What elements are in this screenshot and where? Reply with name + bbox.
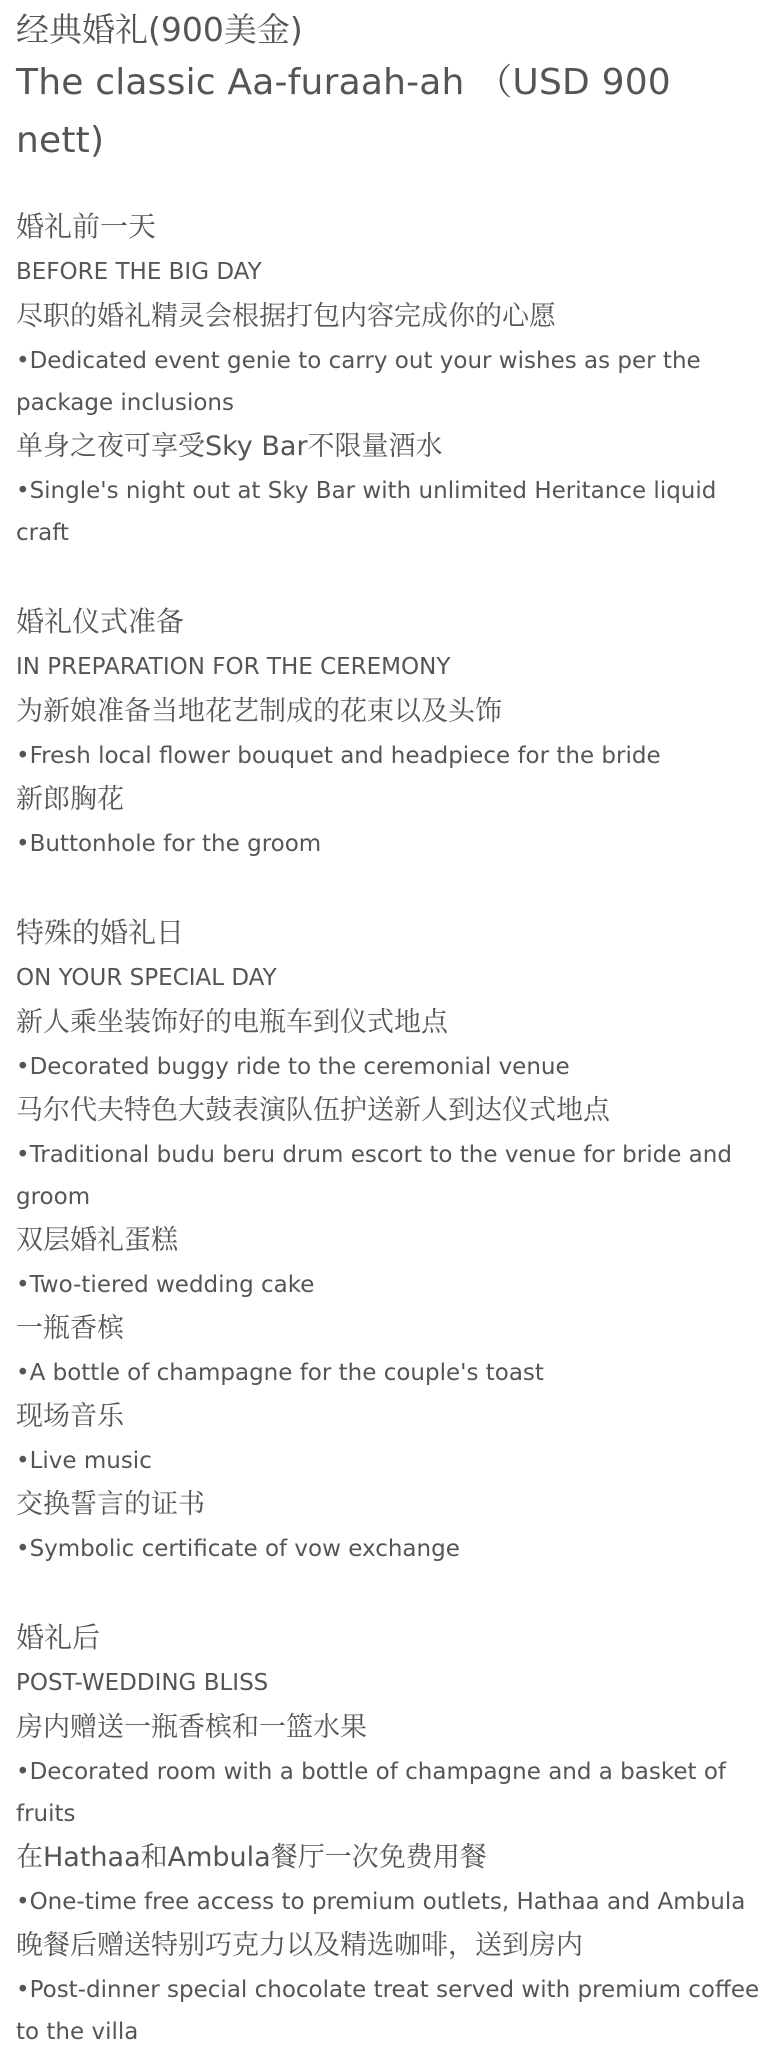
section-heading-en: ON YOUR SPECIAL DAY [16, 965, 277, 991]
item-en: •Post-dinner special chocolate treat served with premium coffee to the villa [16, 1977, 760, 2045]
item-cn: 尽职的婚礼精灵会根据打包内容完成你的心愿 [16, 301, 556, 332]
item-en: •Decorated buggy ride to the ceremonial venue [16, 1054, 570, 1080]
item-cn: 晚餐后赠送特别巧克力以及精选咖啡，送到房内 [16, 1930, 583, 1961]
item-en: •A bottle of champagne for the couple's toast [16, 1360, 544, 1386]
section-heading-en: IN PREPARATION FOR THE CEREMONY [16, 654, 451, 680]
item-cn: 在Hathaa和Ambula餐厅一次免费用餐 [16, 1842, 487, 1873]
item-en: •One-time free access to premium outlets, Hathaa and Ambula [16, 1889, 746, 1915]
item-cn: 为新娘准备当地花艺制成的花束以及头饰 [16, 696, 502, 727]
section-post-wedding [16, 1615, 767, 2053]
section-heading-cn: 特殊的婚礼日 [16, 916, 185, 949]
item-cn: 马尔代夫特色大鼓表演队伍护送新人到达仪式地点 [16, 1095, 610, 1126]
section-before-big-day [16, 204, 767, 554]
item-en: •Single's night out at Sky Bar with unlimited Heritance liquid craft [16, 478, 717, 546]
package-title-en: The classic Aa-furaah-ah （USD 900 nett) [16, 62, 671, 161]
item-en: •Two-tiered wedding cake [16, 1272, 315, 1298]
item-cn: 单身之夜可享受Sky Bar不限量酒水 [16, 431, 443, 462]
item-en: •Dedicated event genie to carry out your wishes as per the package inclusions [16, 348, 701, 416]
item-en: •Symbolic certificate of vow exchange [16, 1536, 460, 1562]
item-cn: 一瓶香槟 [16, 1313, 124, 1344]
item-cn: 双层婚礼蛋糕 [16, 1225, 178, 1256]
section-heading-cn: 婚礼仪式准备 [16, 605, 185, 638]
section-preparation [16, 599, 767, 865]
item-en: •Fresh local flower bouquet and headpiece for the bride [16, 743, 661, 769]
section-special-day [16, 910, 767, 1570]
section-heading-en: POST-WEDDING BLISS [16, 1670, 269, 1696]
section-heading-cn: 婚礼前一天 [16, 210, 157, 243]
item-cn: 新人乘坐装饰好的电瓶车到仪式地点 [16, 1007, 448, 1038]
item-en: •Live music [16, 1448, 152, 1474]
item-en: •Decorated room with a bottle of champagne and a basket of fruits [16, 1759, 727, 1827]
item-cn: 交换誓言的证书 [16, 1489, 205, 1520]
package-title-cn: 经典婚礼(900美金) [16, 10, 303, 49]
section-heading-en: BEFORE THE BIG DAY [16, 259, 262, 285]
item-cn: 新郎胸花 [16, 784, 124, 815]
item-en: •Traditional budu beru drum escort to the venue for bride and groom [16, 1142, 732, 1210]
section-heading-cn: 婚礼后 [16, 1621, 101, 1654]
item-cn: 现场音乐 [16, 1401, 124, 1432]
item-en: •Buttonhole for the groom [16, 831, 322, 857]
item-cn: 房内赠送一瓶香槟和一篮水果 [16, 1712, 367, 1743]
